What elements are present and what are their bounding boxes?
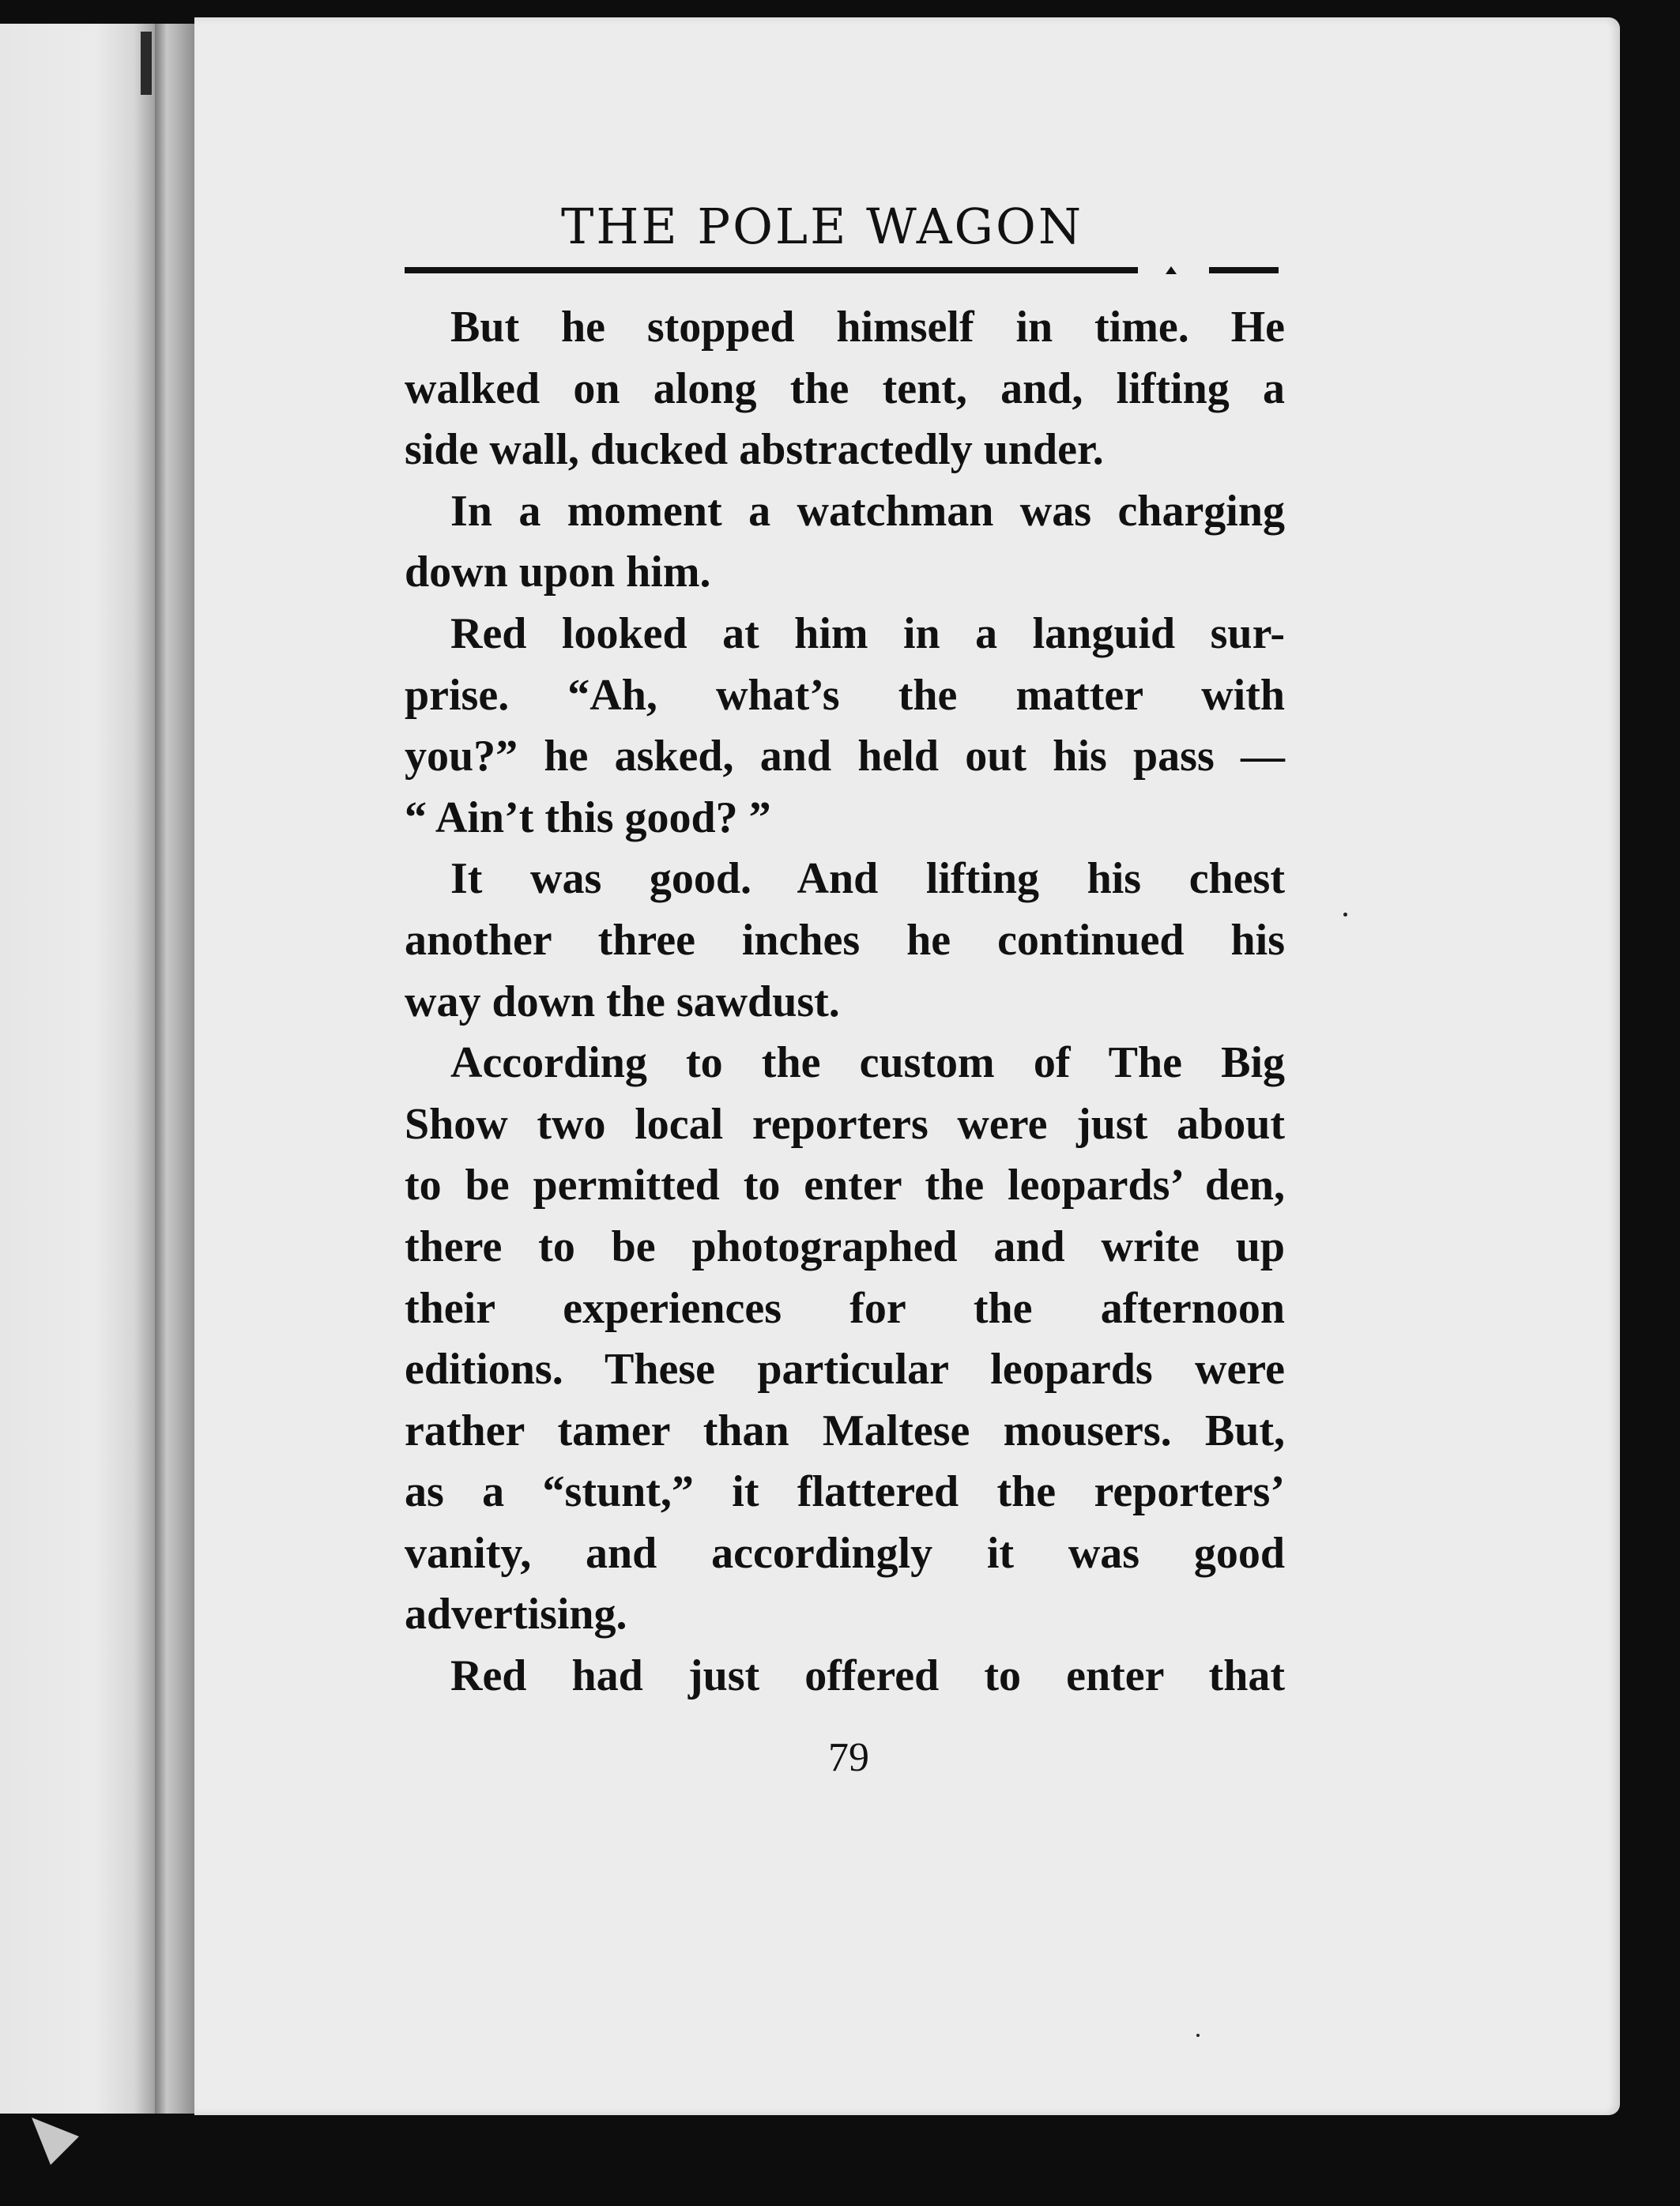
text-line: to be permitted to enter the leopards’ den, [405,1161,1285,1210]
text-line: According to the custom of The Big [450,1038,1285,1088]
text-line: Red had just offered to enter that [450,1651,1285,1701]
text-line: walked on along the tent, and, lifting a [405,363,1285,413]
gutter-shadow [141,32,152,95]
running-head: THE POLE WAGON [561,198,1084,255]
paragraph [405,849,1285,1033]
page-number: 79 [828,1735,869,1780]
text-line: editions. These particular leopards were [405,1345,1285,1395]
text-line: side wall, ducked abstractedly under. [405,425,1104,475]
paragraph [405,297,1285,481]
paragraph [405,604,1285,849]
text-line: Red looked at him in a languid sur- [450,608,1285,658]
text-line: advertising. [405,1590,627,1639]
paragraph [405,481,1285,604]
facing-page-edge [0,24,158,2114]
scan-speck [1196,2034,1200,2037]
paragraph [405,1646,1285,1707]
text-line: way down the sawdust. [405,977,840,1026]
scan-artifact [32,2118,79,2165]
text-line: their experiences for the afternoon [405,1283,1285,1333]
text-line: But he stopped himself in time. He [450,303,1285,352]
paragraph [405,1033,1285,1646]
text-line: vanity, and accordingly it was good [405,1528,1285,1578]
text-line: In a moment a watchman was charging [450,486,1285,536]
text-line: there to be photographed and write up [405,1222,1285,1271]
text-line: It was good. And lifting his chest [450,854,1285,904]
body-text [405,297,1285,1707]
header-rule [405,267,1138,273]
text-line: another three inches he continued his [405,915,1285,965]
text-line: rather tamer than Maltese mousers. But, [405,1406,1285,1455]
text-line: prise. “Ah, what’s the matter with [405,670,1285,720]
text-line: Show two local reporters were just about [405,1099,1285,1149]
header-rule-tail [1209,267,1279,273]
scan-speck [1343,913,1347,917]
text-line: down upon him. [405,548,711,597]
book-gutter [155,24,194,2114]
text-line: you?” he asked, and held out his pass — [405,732,1285,781]
text-line: as a “stunt,” it flattered the reporters’ [405,1467,1285,1517]
text-line: “ Ain’t this good? ” [405,792,771,842]
